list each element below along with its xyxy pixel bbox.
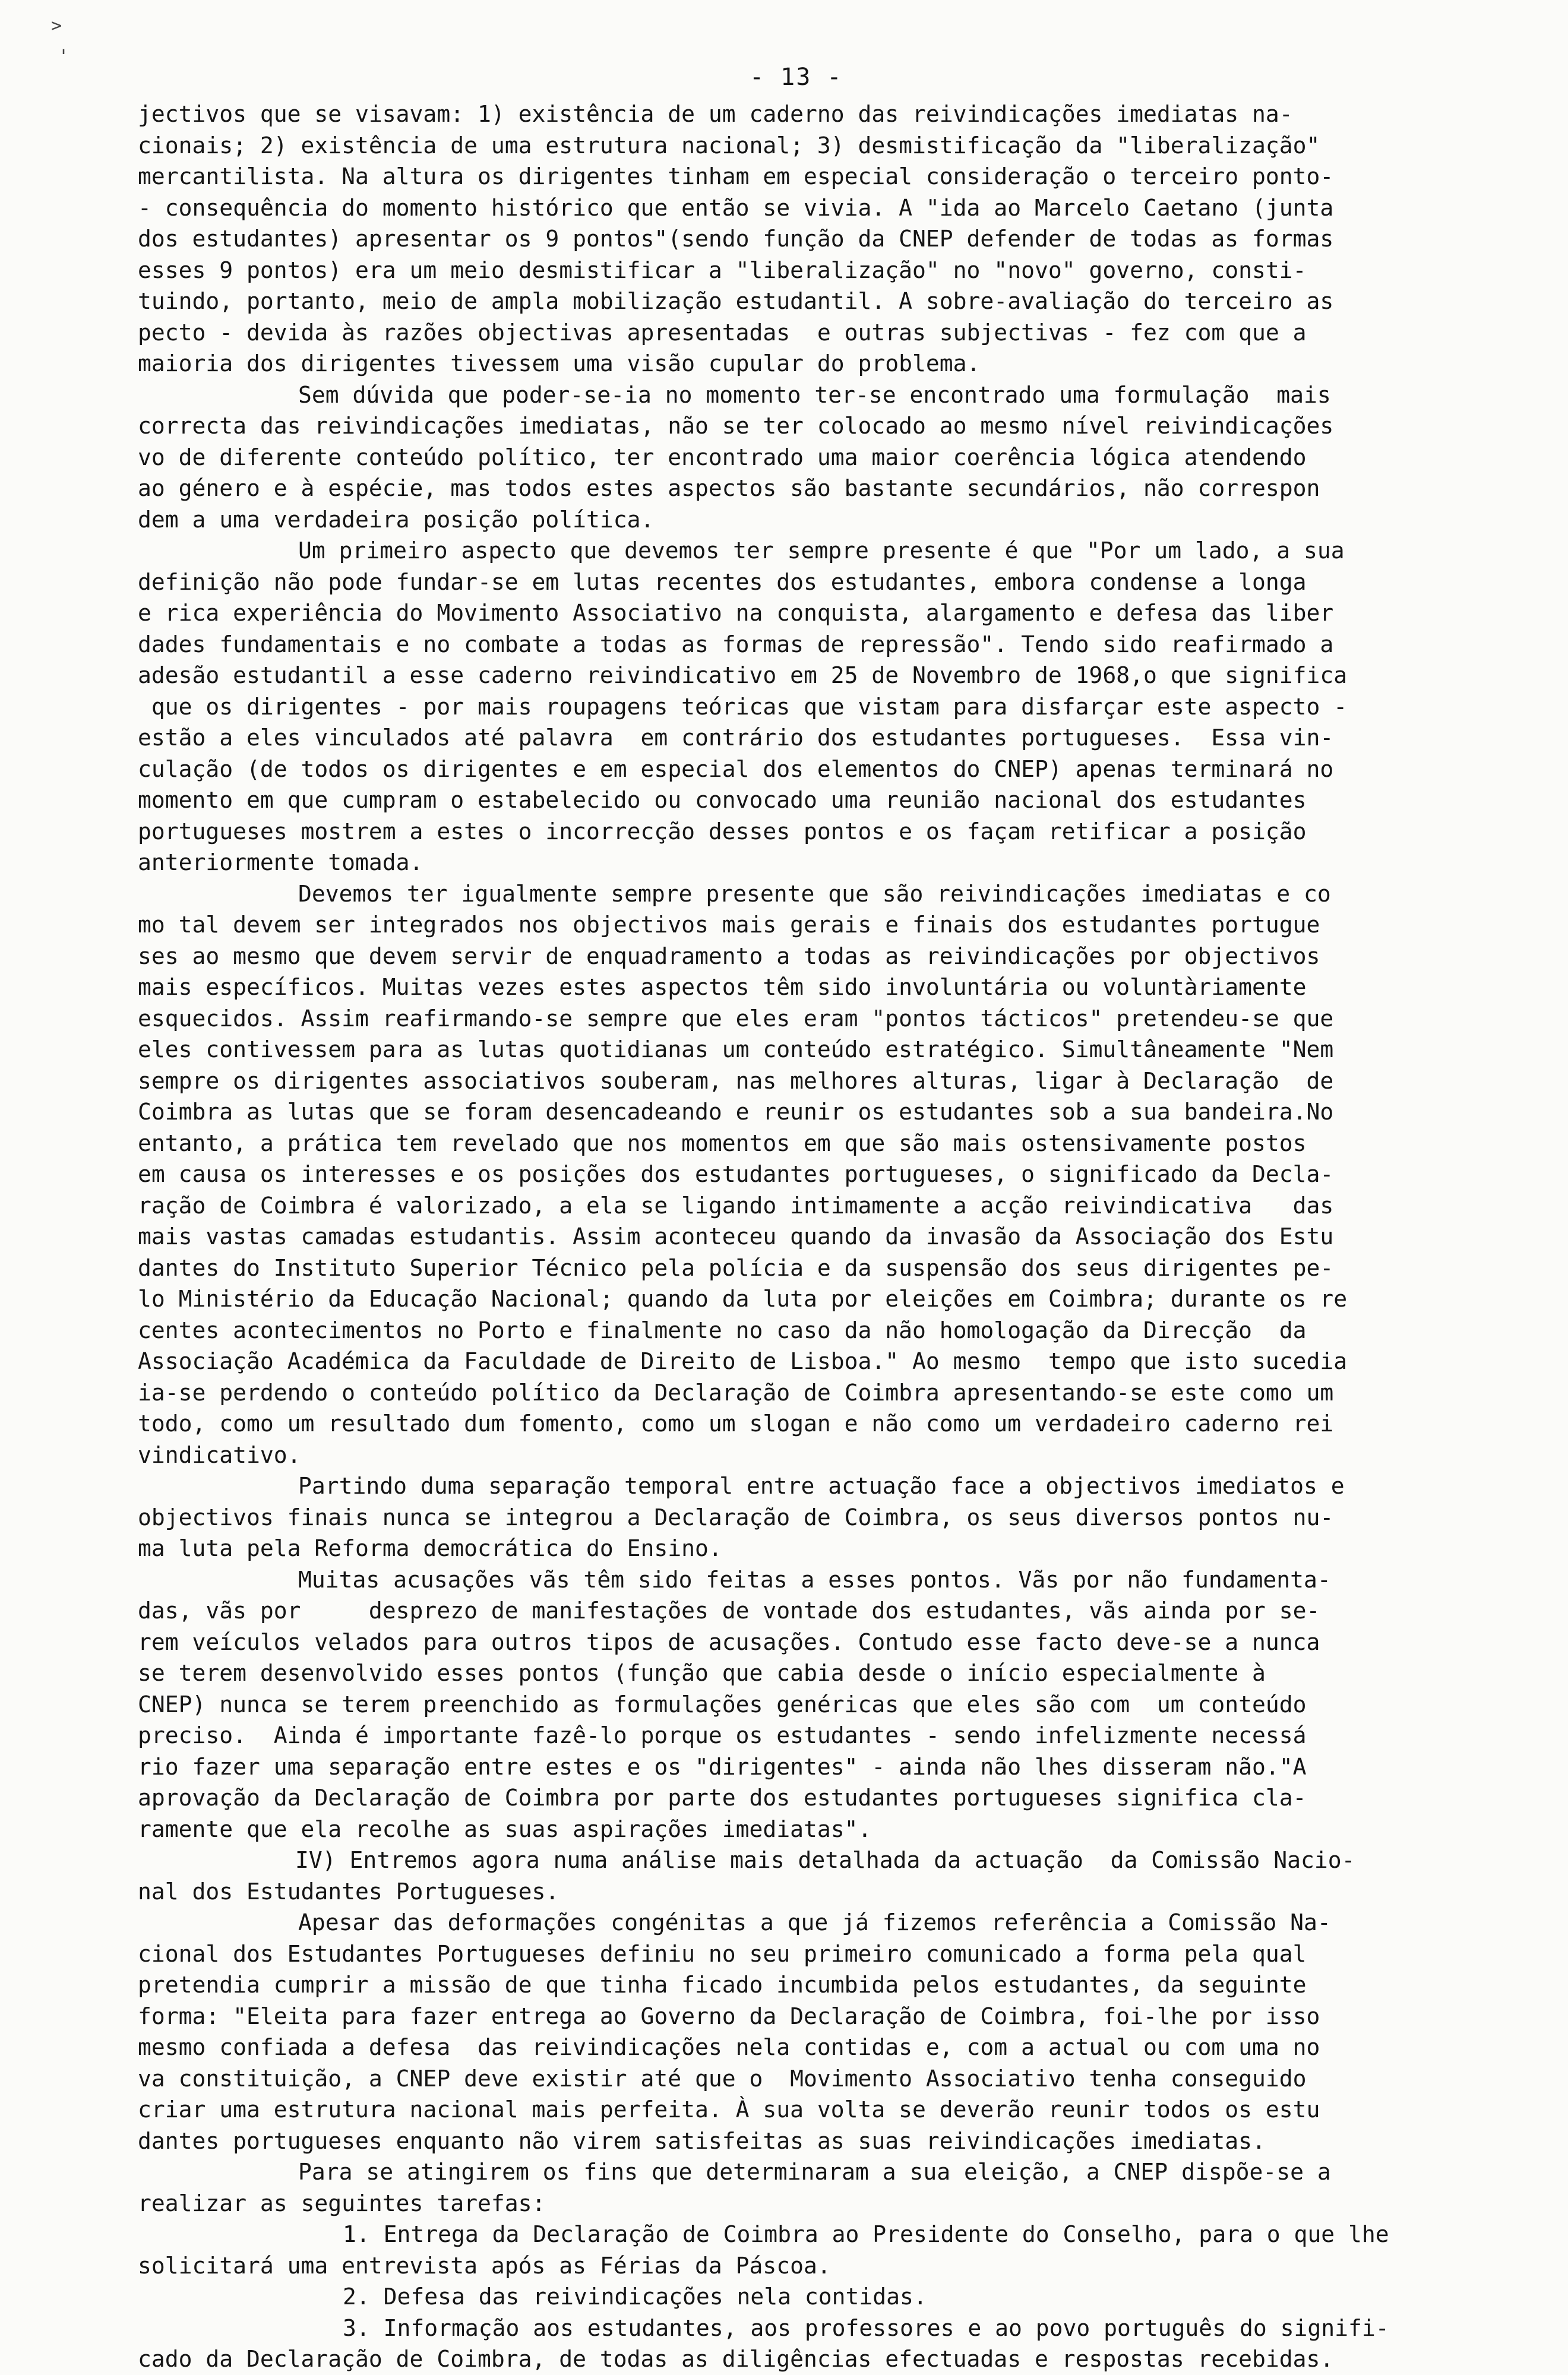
text-line: mais vastas camadas estudantis. Assim aconteceu quando da invasão da Associação dos Estu bbox=[138, 1223, 1334, 1250]
text-line: vo de diferente conteúdo político, ter encontrado uma maior coerência lógica atendendo bbox=[138, 444, 1307, 470]
text-line: preciso. Ainda é importante fazê-lo porque os estudantes - sendo infelizmente necessá bbox=[138, 1722, 1307, 1748]
stray-mark: ' bbox=[58, 46, 69, 67]
text-line: se terem desenvolvido esses pontos (função que cabia desde o início especialmente à bbox=[138, 1660, 1266, 1686]
text-line: portugueses mostrem a estes o incorrecção desses pontos e os façam retificar a posição bbox=[138, 818, 1307, 845]
text-line: ao género e à espécie, mas todos estes aspectos são bastante secundários, não correspon bbox=[138, 475, 1320, 501]
text-line: mercantilista. Na altura os dirigentes tinham em especial consideração o terceiro ponto- bbox=[138, 163, 1334, 189]
text-line: correcta das reivindicações imediatas, não se ter colocado ao mesmo nível reivindicações bbox=[138, 413, 1334, 439]
text-line: nal dos Estudantes Portugueses. bbox=[138, 1878, 559, 1905]
text-line: dades fundamentais e no combate a todas as formas de repressão". Tendo sido reafirmado a bbox=[138, 631, 1334, 657]
text-line: tuindo, portanto, meio de ampla mobilização estudantil. A sobre-avaliação do terceiro as bbox=[138, 288, 1334, 314]
text-line: todo, como um resultado dum fomento, como um slogan e não como um verdadeiro caderno rei bbox=[138, 1411, 1334, 1437]
text-line: lo Ministério da Educação Nacional; quando da luta por eleições em Coimbra; durante os re bbox=[138, 1286, 1348, 1312]
text-line: Associação Académica da Faculdade de Direito de Lisboa." Ao mesmo tempo que isto sucedia bbox=[138, 1348, 1348, 1374]
text-line: dem a uma verdadeira posição política. bbox=[138, 506, 655, 533]
text-line: Partindo duma separação temporal entre actuação face a objectivos imediatos e bbox=[298, 1473, 1345, 1499]
text-line: aprovação da Declaração de Coimbra por parte dos estudantes portugueses significa cla- bbox=[138, 1785, 1307, 1811]
text-line: 1. Entrega da Declaração de Coimbra ao Presidente do Conselho, para o que lhe bbox=[343, 2221, 1389, 2247]
text-line: dantes do Instituto Superior Técnico pela polícia e da suspensão dos seus dirigentes pe- bbox=[138, 1254, 1334, 1281]
text-line: jectivos que se visavam: 1) existência de um caderno das reivindicações imediatas na- bbox=[138, 101, 1293, 127]
text-line: mesmo confiada a defesa das reivindicações nela contidas e, com a actual ou com uma no bbox=[138, 2034, 1320, 2060]
text-line: culação (de todos os dirigentes e em especial dos elementos do CNEP) apenas terminará no bbox=[138, 755, 1334, 782]
text-line: ia-se perdendo o conteúdo político da Declaração de Coimbra apresentando-se este como um bbox=[138, 1379, 1334, 1406]
text-line: em causa os interesses e os posições dos estudantes portugueses, o significado da Decla- bbox=[138, 1161, 1334, 1187]
text-line: vindicativo. bbox=[138, 1441, 301, 1468]
text-line: sempre os dirigentes associativos souberam, nas melhores alturas, ligar à Declaração de bbox=[138, 1067, 1334, 1094]
text-line: centes acontecimentos no Porto e finalmente no caso da não homologação da Direcção da bbox=[138, 1317, 1307, 1343]
text-line: definição não pode fundar-se em lutas recentes dos estudantes, embora condense a longa bbox=[138, 568, 1307, 595]
text-line: IV) Entremos agora numa análise mais detalhada da actuação da Comissão Nacio- bbox=[295, 1847, 1355, 1873]
text-line: 2. Defesa das reivindicações nela contidas. bbox=[343, 2284, 927, 2310]
body-text bbox=[138, 99, 1450, 2375]
text-line: - consequência do momento histórico que então se vivia. A "ida ao Marcelo Caetano (junta bbox=[138, 194, 1334, 221]
text-line: solicitará uma entrevista após as Férias da Páscoa. bbox=[138, 2252, 831, 2279]
text-line: Coimbra as lutas que se foram desencadeando e reunir os estudantes sob a sua bandeira.No bbox=[138, 1099, 1334, 1125]
text-line: das, vãs por desprezo de manifestações de vontade dos estudantes, vãs ainda por se- bbox=[138, 1598, 1320, 1624]
text-line: adesão estudantil a esse caderno reivindicativo em 25 de Novembro de 1968,o que significa bbox=[138, 662, 1348, 688]
text-line: estão a eles vinculados até palavra em contrário dos estudantes portugueses. Essa vin- bbox=[138, 725, 1334, 751]
text-line: criar uma estrutura nacional mais perfeita. À sua volta se deverão reunir todos os estu bbox=[138, 2096, 1320, 2123]
text-line: rem veículos velados para outros tipos de acusações. Contudo esse facto deve-se a nunca bbox=[138, 1628, 1320, 1655]
text-line: CNEP) nunca se terem preenchido as formulações genéricas que eles são com um conteúdo bbox=[138, 1691, 1307, 1718]
text-line: Para se atingirem os fins que determinaram a sua eleição, a CNEP dispõe-se a bbox=[298, 2159, 1331, 2185]
text-line: e rica experiência do Movimento Associativo na conquista, alargamento e defesa das liber bbox=[138, 600, 1334, 626]
page-number: - 13 - bbox=[750, 64, 843, 91]
text-line: esses 9 pontos) era um meio desmistificar a "liberalização" no "novo" governo, consti- bbox=[138, 257, 1307, 283]
text-line: Um primeiro aspecto que devemos ter sempre presente é que "Por um lado, a sua bbox=[298, 537, 1345, 564]
text-line: ração de Coimbra é valorizado, a ela se ligando intimamente a acção reivindicativa das bbox=[138, 1192, 1334, 1219]
stray-mark: > bbox=[51, 15, 62, 36]
text-line: rio fazer uma separação entre estes e os "dirigentes" - ainda não lhes disseram não."A bbox=[138, 1753, 1307, 1780]
text-line: cionais; 2) existência de uma estrutura nacional; 3) desmistificação da "liberalização" bbox=[138, 132, 1320, 159]
text-line: Apesar das deformações congénitas a que já fizemos referência a Comissão Na- bbox=[298, 1909, 1331, 1936]
text-line: ses ao mesmo que devem servir de enquadramento a todas as reivindicações por objectivos bbox=[138, 943, 1320, 969]
text-line: ramente que ela recolhe as suas aspirações imediatas". bbox=[138, 1816, 872, 1842]
text-line: Muitas acusações vãs têm sido feitas a esses pontos. Vãs por não fundamenta- bbox=[298, 1566, 1331, 1593]
text-line: objectivos finais nunca se integrou a Declaração de Coimbra, os seus diversos pontos nu- bbox=[138, 1504, 1334, 1530]
text-line: dantes portugueses enquanto não virem satisfeitas as suas reivindicações imediatas. bbox=[138, 2127, 1266, 2154]
text-line: va constituição, a CNEP deve existir até que o Movimento Associativo tenha conseguido bbox=[138, 2065, 1307, 2092]
text-line: dos estudantes) apresentar os 9 pontos"(sendo função da CNEP defender de todas as formas bbox=[138, 226, 1334, 252]
text-line: 3. Informação aos estudantes, aos professores e ao povo português do signifi- bbox=[343, 2314, 1389, 2341]
text-line: que os dirigentes - por mais roupagens teóricas que vistam para disfarçar este aspecto - bbox=[138, 693, 1348, 720]
text-line: entanto, a prática tem revelado que nos momentos em que são mais ostensivamente postos bbox=[138, 1130, 1307, 1156]
text-line: cado da Declaração de Coimbra, de todas as diligências efectuadas e respostas recebidas. bbox=[138, 2346, 1334, 2372]
text-line: Sem dúvida que poder-se-ia no momento ter-se encontrado uma formulação mais bbox=[298, 381, 1331, 408]
text-line: anteriormente tomada. bbox=[138, 849, 423, 875]
text-line: pecto - devida às razões objectivas apresentadas e outras subjectivas - fez com que a bbox=[138, 319, 1307, 346]
text-line: eles contivessem para as lutas quotidianas um conteúdo estratégico. Simultâneamente "Nem bbox=[138, 1036, 1334, 1062]
text-line: momento em que cumpram o estabelecido ou convocado uma reunião nacional dos estudantes bbox=[138, 787, 1307, 813]
text-line: mo tal devem ser integrados nos objectivos mais gerais e finais dos estudantes portugue bbox=[138, 912, 1320, 938]
text-line: maioria dos dirigentes tivessem uma visão cupular do problema. bbox=[138, 350, 981, 377]
text-line: esquecidos. Assim reafirmando-se sempre que eles eram "pontos tácticos" pretendeu-se que bbox=[138, 1005, 1334, 1032]
text-line: Devemos ter igualmente sempre presente que são reivindicações imediatas e co bbox=[298, 880, 1331, 907]
text-line: cional dos Estudantes Portugueses definiu no seu primeiro comunicado a forma pela qual bbox=[138, 1940, 1307, 1967]
text-line: mais específicos. Muitas vezes estes aspectos têm sido involuntária ou voluntàriamente bbox=[138, 974, 1307, 1000]
text-line: ma luta pela Reforma democrática do Ensino. bbox=[138, 1535, 722, 1561]
text-line: forma: "Eleita para fazer entrega ao Governo da Declaração de Coimbra, foi-lhe por isso bbox=[138, 2003, 1320, 2029]
text-line: pretendia cumprir a missão de que tinha ficado incumbida pelos estudantes, da seguinte bbox=[138, 1972, 1307, 1998]
text-line: realizar as seguintes tarefas: bbox=[138, 2190, 546, 2216]
